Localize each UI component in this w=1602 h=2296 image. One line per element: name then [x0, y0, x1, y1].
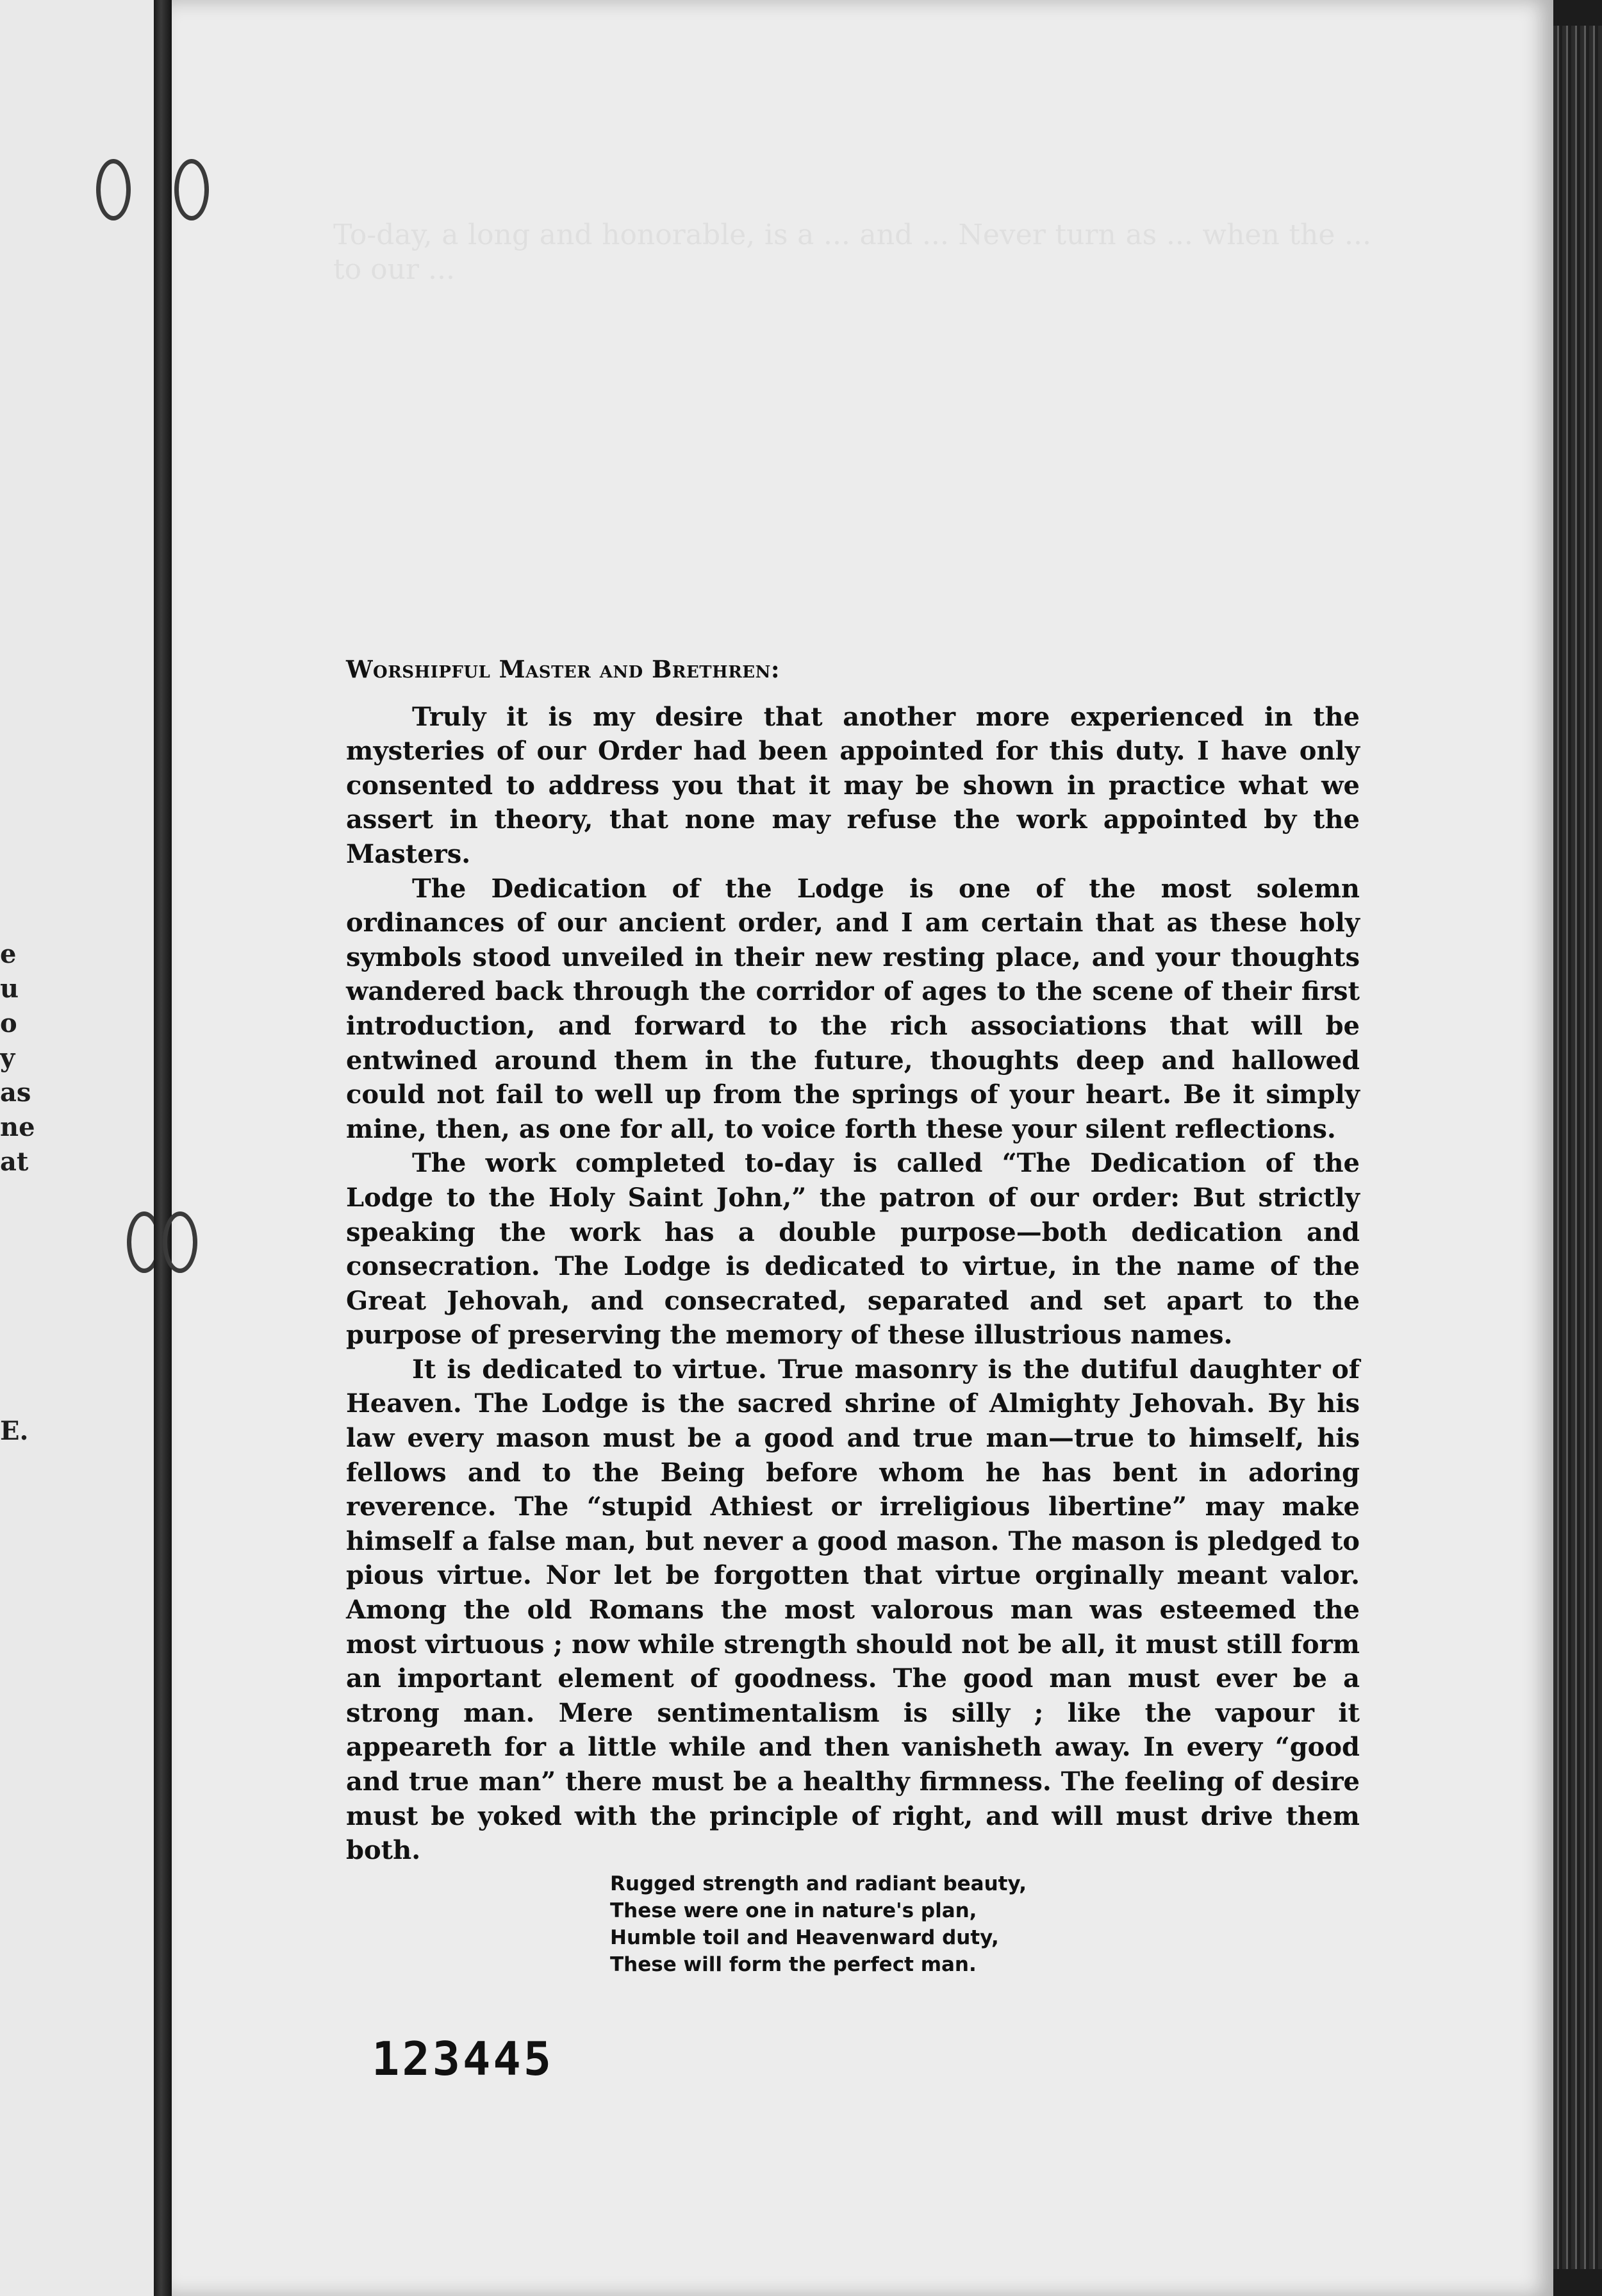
left-page-fragment: E.	[0, 1416, 29, 1446]
poem-line: These will form the perfect man.	[610, 1952, 977, 1976]
paragraph: Truly it is my desire that another more experienced in the mysteries of our Order had been appointed for this duty. I have only consented to address you that it may be shown in practice what we assert in theory, that none may refuse the work appointed by the Masters.	[346, 701, 1360, 869]
left-page	[0, 0, 154, 2296]
address-text	[346, 653, 1360, 1978]
paragraph: It is dedicated to virtue. True masonry is the dutiful daughter of Heaven. The Lodge is the sacred shrine of Almighty Jehovah. By his law every mason must be a good and true man—true to himself, his fellows and to the Being before whom he has bent in adoring reverence. The “stupid Athiest or irreligious libertine” may make himself a false man, but never a good mason. The mason is pledged to pious virtue. Nor let be forgotten that virtue orginally meant valor. Among the old Romans the most valorous man was esteemed the most virtuous ; now while strength should not be all, it must still form an important element of goodness. The good man must ever be a strong man. Mere sentimentalism is silly ; like the vapour it appeareth for a little while and then vanisheth away. In every “good and true man” there must be a healthy firmness. The feeling of desire must be yoked with the principle of right, and will must drive them both.	[346, 1354, 1360, 1866]
binding-hole	[96, 159, 131, 220]
left-page-fragment: o	[0, 1008, 17, 1038]
gutter-shadow	[154, 0, 172, 2296]
left-page-fragment: y	[0, 1043, 15, 1073]
binding-hole	[174, 159, 209, 220]
poem-line: These were one in nature's plan,	[610, 1899, 977, 1922]
left-page-fragment: e	[0, 939, 17, 969]
left-page-fragment: u	[0, 974, 19, 1004]
poem-line: Rugged strength and radiant beauty,	[610, 1872, 1027, 1895]
paragraph: The Dedication of the Lodge is one of the most solemn ordinances of our ancient order, and I am certain that as these holy symbols stood unveiled in their new resting place, and your thoughts wandered back through the corridor of ages to the scene of their first introduction, and forward to the rich associations that will be entwined around them in the future, thoughts deep and hallowed could not fail to well up from the springs of your heart. Be it simply mine, then, as one for all, to voice forth these your silent reflections.	[346, 873, 1360, 1144]
binding-hole	[163, 1211, 197, 1273]
poem-stanza	[610, 1870, 1360, 1978]
salutation: Worshipful Master and Brethren:	[346, 655, 780, 683]
poem-line: Humble toil and Heavenward duty,	[610, 1926, 999, 1949]
paragraph: The work completed to-day is called “The Dedication of the Lodge to the Holy Saint John,” the patron of our order: But strictly speaking the work has a double purpose—both dedication and consecration. The Lodge is dedicated to virtue, in the name of the Great Jehovah, and consecrated, separated and set apart to the purpose of preserving the memory of these illustrious names.	[346, 1148, 1360, 1351]
left-page-fragment: ne	[0, 1112, 35, 1142]
left-page-fragment: at	[0, 1147, 29, 1177]
page-edges	[1553, 26, 1602, 2269]
bleed-through-text: To-day, a long and honorable, is a ... and ... Never turn as ... when the ... to our ...	[333, 219, 1371, 286]
left-page-fragment: as	[0, 1077, 31, 1108]
catalog-number: 123445	[372, 2032, 554, 2086]
